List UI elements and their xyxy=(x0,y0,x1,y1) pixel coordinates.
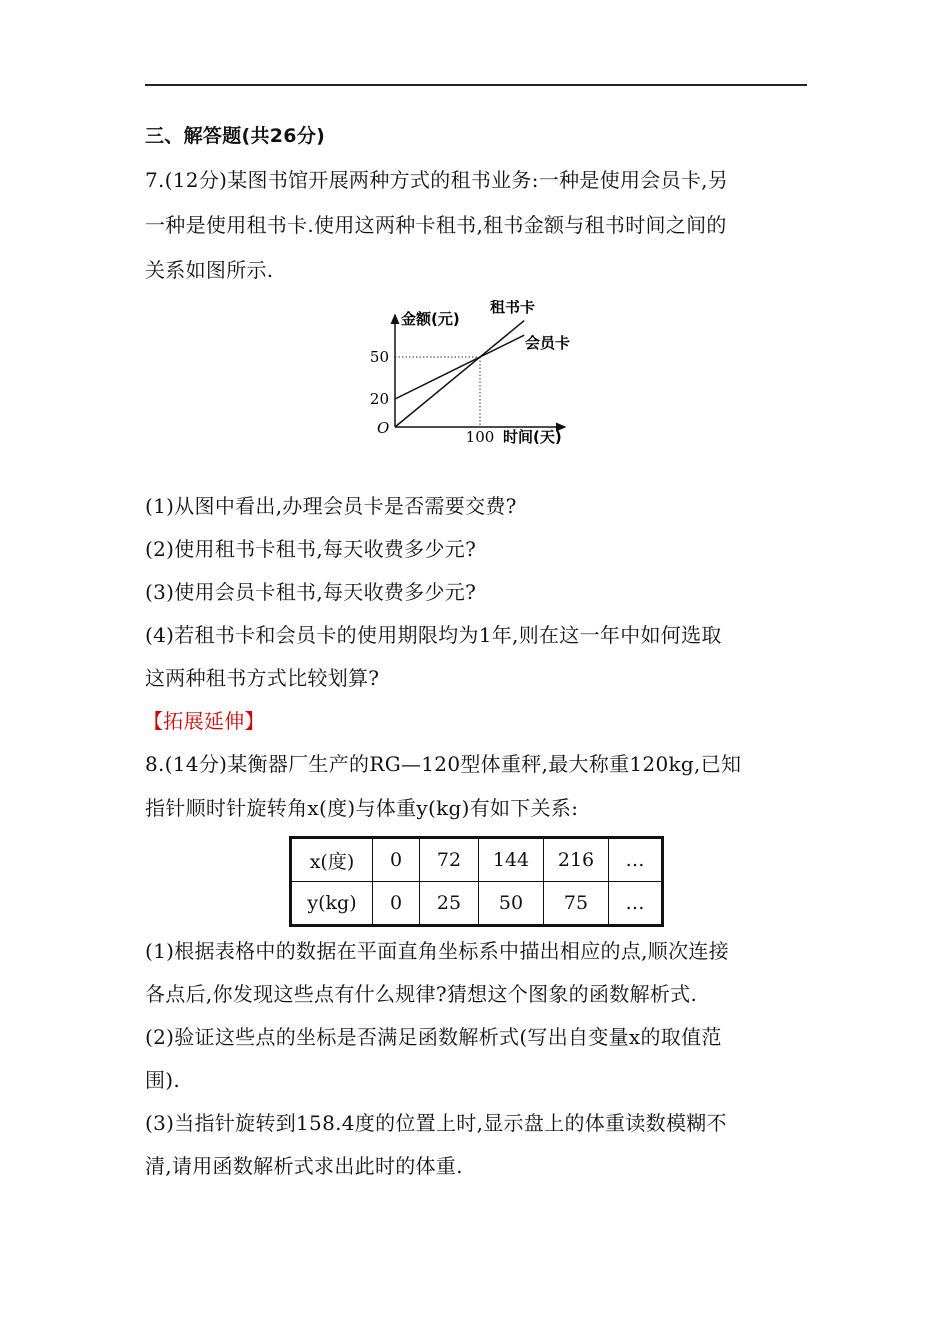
q8-subquestion-1: (1)根据表格中的数据在平面直角坐标系中描出相应的点,顺次连接 xyxy=(145,939,729,963)
rental-cost-chart xyxy=(365,300,585,460)
origin-label: O xyxy=(377,419,390,437)
y-axis-label: 金额(元) xyxy=(401,310,460,328)
angle-weight-table xyxy=(289,836,664,927)
series-line-member-card xyxy=(395,335,524,399)
table-cell: y(kg) xyxy=(291,882,373,926)
table-row-x xyxy=(291,838,663,882)
table-cell: 0 xyxy=(373,838,420,882)
q7-text-line-2: 一种是使用租书卡.使用这两种卡租书,租书金额与租书时间之间的 xyxy=(145,213,727,237)
q7-text-line-1: 7.(12分)某图书馆开展两种方式的租书业务:一种是使用会员卡,另 xyxy=(145,168,729,192)
q7-text-line-3: 关系如图所示. xyxy=(145,258,274,282)
q7-subquestion-1: (1)从图中看出,办理会员卡是否需要交费? xyxy=(145,494,517,518)
q8-text-line-1: 8.(14分)某衡器厂生产的RG—120型体重秤,最大称重120kg,已知 xyxy=(145,752,742,776)
x-tick-label-100: 100 xyxy=(465,428,495,446)
q8-subquestion-3: (3)当指针旋转到158.4度的位置上时,显示盘上的体重读数模糊不 xyxy=(145,1111,727,1135)
q7-subquestion-3: (3)使用会员卡租书,每天收费多少元? xyxy=(145,580,477,604)
series-line-rental-card xyxy=(395,321,524,427)
y-tick-label-50: 50 xyxy=(369,348,389,366)
table-cell: 75 xyxy=(544,882,609,926)
table-cell: 144 xyxy=(479,838,544,882)
q7-subquestion-2: (2)使用租书卡租书,每天收费多少元? xyxy=(145,537,477,561)
table-cell: 216 xyxy=(544,838,609,882)
q8-subquestion-1-cont: 各点后,你发现这些点有什么规律?猜想这个图象的函数解析式. xyxy=(145,982,698,1006)
q8-text-line-2: 指针顺时针旋转角x(度)与体重y(kg)有如下关系: xyxy=(145,796,579,820)
section-heading: 三、解答题(共26分) xyxy=(145,125,326,147)
q8-subquestion-2-cont: 围). xyxy=(145,1068,181,1092)
table-row-y xyxy=(291,882,663,926)
table-cell: 25 xyxy=(420,882,479,926)
chart-canvas xyxy=(365,300,585,460)
table-cell: 72 xyxy=(420,838,479,882)
q7-subquestion-4: (4)若租书卡和会员卡的使用期限均为1年,则在这一年中如何选取 xyxy=(145,623,722,647)
table-cell: 0 xyxy=(373,882,420,926)
x-axis-label: 时间(天) xyxy=(503,428,562,446)
q7-subquestion-4-cont: 这两种租书方式比较划算? xyxy=(145,666,380,690)
series-label-rental-card: 租书卡 xyxy=(490,300,536,316)
table-cell: … xyxy=(609,882,663,926)
table-cell: … xyxy=(609,838,663,882)
q8-subquestion-2: (2)验证这些点的坐标是否满足函数解析式(写出自变量x的取值范 xyxy=(145,1025,722,1049)
top-rule xyxy=(145,84,807,86)
series-label-member-card: 会员卡 xyxy=(525,334,571,352)
extension-label: 【拓展延伸】 xyxy=(143,709,265,733)
table-cell: x(度) xyxy=(291,838,373,882)
q8-subquestion-3-cont: 清,请用函数解析式求出此时的体重. xyxy=(145,1154,463,1178)
table-cell: 50 xyxy=(479,882,544,926)
y-tick-label-20: 20 xyxy=(369,390,389,408)
